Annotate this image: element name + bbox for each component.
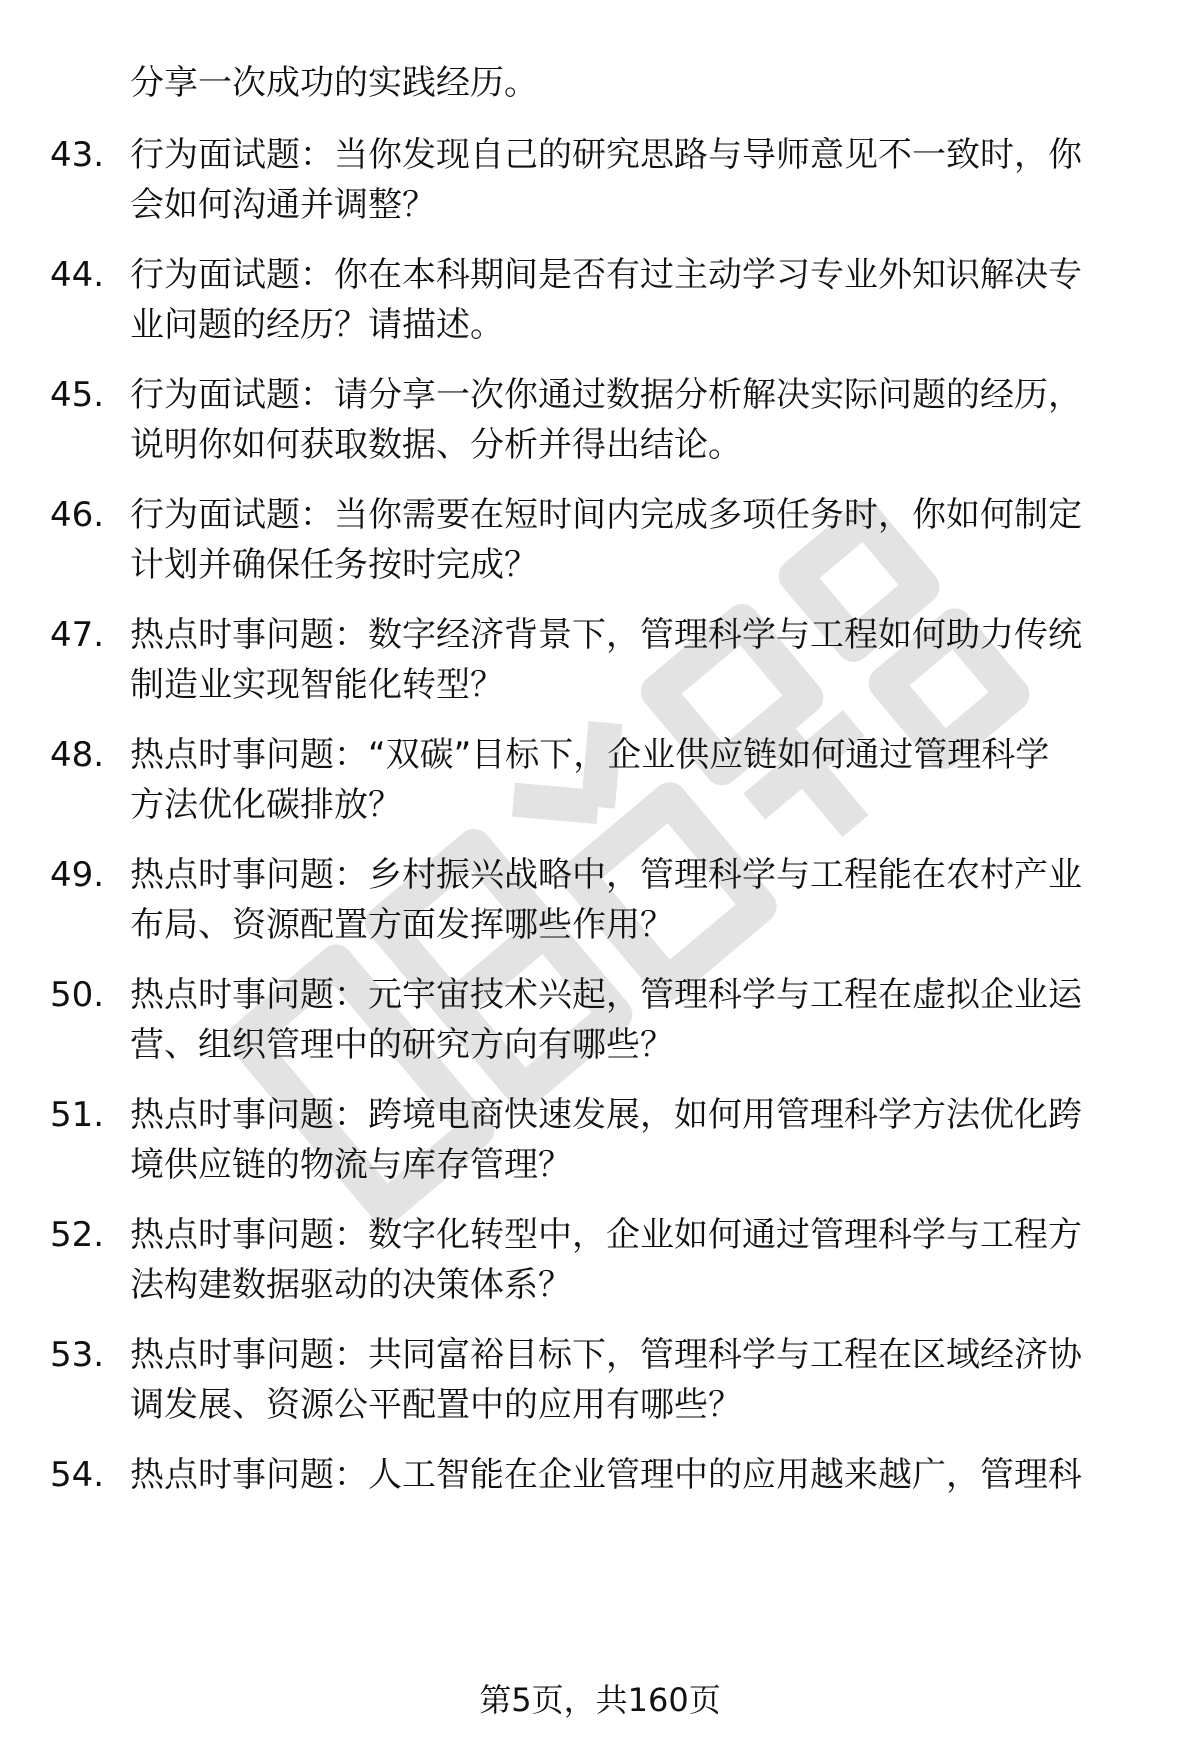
question-line: 制造业实现智能化转型？ xyxy=(130,665,504,705)
question-line: 会如何沟通并调整？ xyxy=(130,185,436,225)
question-text xyxy=(130,1210,1140,1310)
page-footer: 第5页，共160页 xyxy=(479,1681,721,1719)
question-line: 热点时事问题：乡村振兴战略中，管理科学与工程能在农村产业 xyxy=(130,855,1082,895)
question-line: 热点时事问题：共同富裕目标下，管理科学与工程在区域经济协 xyxy=(130,1335,1082,1375)
question-number: 47. xyxy=(50,615,105,655)
question-text xyxy=(130,130,1140,230)
question-number: 44. xyxy=(50,255,105,295)
question-line: 行为面试题：你在本科期间是否有过主动学习专业外知识解决专 xyxy=(130,255,1082,295)
question-text xyxy=(130,1450,1140,1500)
question-text xyxy=(130,490,1140,590)
question-line: 行为面试题：当你需要在短时间内完成多项任务时，你如何制定 xyxy=(130,495,1082,535)
question-number: 46. xyxy=(50,495,105,535)
question-number: 52. xyxy=(50,1215,105,1255)
question-text xyxy=(130,730,1140,830)
question-number: 43. xyxy=(50,135,105,175)
question-text xyxy=(130,370,1140,470)
question-line: 热点时事问题：数字经济背景下，管理科学与工程如何助力传统 xyxy=(130,615,1082,655)
question-line: 法构建数据驱动的决策体系？ xyxy=(130,1265,572,1305)
question-line: 布局、资源配置方面发挥哪些作用？ xyxy=(130,905,674,945)
question-number: 45. xyxy=(50,375,105,415)
question-number: 48. xyxy=(50,735,105,775)
question-number: 53. xyxy=(50,1335,105,1375)
question-text xyxy=(130,850,1140,950)
question-text xyxy=(130,1090,1140,1190)
question-line: 业问题的经历？请描述。 xyxy=(130,305,504,345)
question-number: 49. xyxy=(50,855,105,895)
question-number: 54. xyxy=(50,1455,105,1495)
question-text xyxy=(130,970,1140,1070)
question-line: 说明你如何获取数据、分析并得出结论。 xyxy=(130,425,742,465)
continuation-text: 分享一次成功的实践经历。 xyxy=(130,63,538,103)
question-line: 热点时事问题：数字化转型中，企业如何通过管理科学与工程方 xyxy=(130,1215,1082,1255)
question-line: 计划并确保任务按时完成？ xyxy=(130,545,538,585)
question-line: 热点时事问题：跨境电商快速发展，如何用管理科学方法优化跨 xyxy=(130,1095,1082,1135)
question-number: 51. xyxy=(50,1095,105,1135)
question-line: 热点时事问题：“双碳”目标下，企业供应链如何通过管理科学 xyxy=(130,735,1050,775)
question-line: 行为面试题：当你发现自己的研究思路与导师意见不一致时，你 xyxy=(130,135,1082,175)
question-number: 50. xyxy=(50,975,105,1015)
question-line: 热点时事问题：人工智能在企业管理中的应用越来越广，管理科 xyxy=(130,1455,1082,1495)
question-text xyxy=(130,610,1140,710)
question-line: 境供应链的物流与库存管理？ xyxy=(130,1145,572,1185)
question-line: 营、组织管理中的研究方向有哪些？ xyxy=(130,1025,674,1065)
question-text xyxy=(130,1330,1140,1430)
question-line: 热点时事问题：元宇宙技术兴起，管理科学与工程在虚拟企业运 xyxy=(130,975,1082,1015)
question-line: 方法优化碳排放？ xyxy=(130,785,402,825)
question-text xyxy=(130,250,1140,350)
question-line: 行为面试题：请分享一次你通过数据分析解决实际问题的经历， xyxy=(130,375,1082,415)
question-line: 调发展、资源公平配置中的应用有哪些？ xyxy=(130,1385,742,1425)
